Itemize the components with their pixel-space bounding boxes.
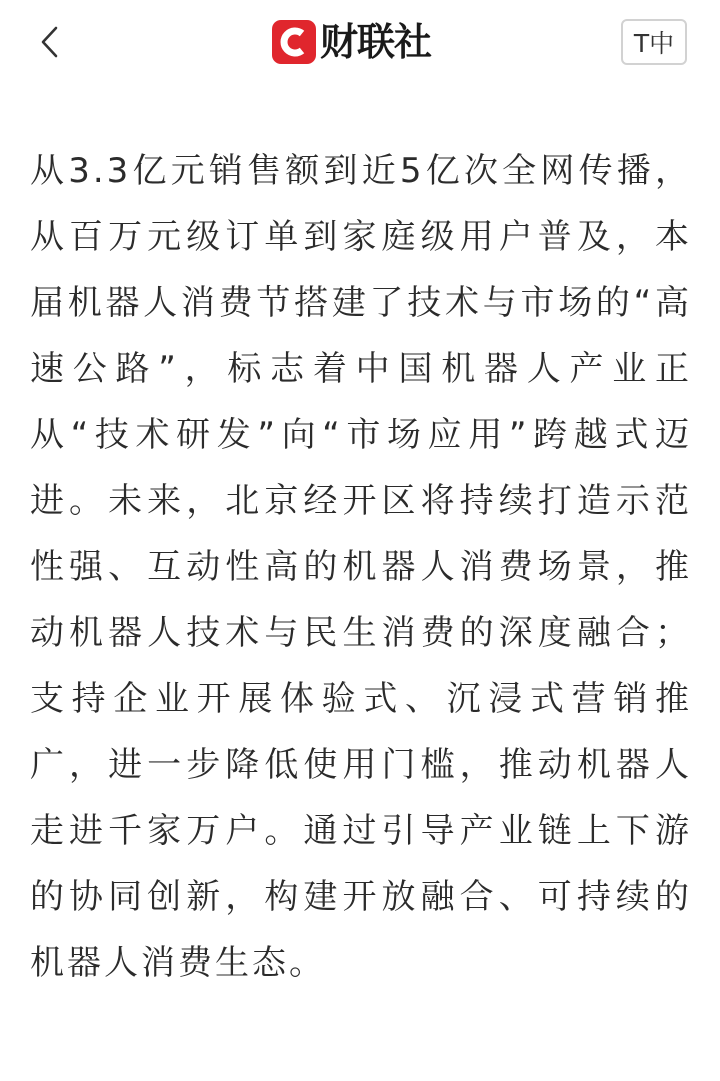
logo-text: 财联社	[320, 20, 432, 64]
back-button[interactable]	[28, 20, 72, 64]
article-body	[30, 138, 692, 996]
font-size-button[interactable]: T中	[621, 19, 687, 65]
app-logo	[272, 20, 431, 64]
logo-mark-icon	[272, 20, 316, 64]
article-paragraph: 从3.3亿元销售额到近5亿次全网传播，从百万元级订单到家庭级用户普及，本届机器人消费节搭建了技术与市场的“高速公路”，标志着中国机器人产业正从“技术研发”向“市场应用”跨越式迈进。未来，北京经开区将持续打造示范性强、互动性高的机器人消费场景，推动机器人技术与民生消费的深度融合；支持企业开展体验式、沉浸式营销推广，进一步降低使用门槛，推动机器人走进千家万户。通过引导产业链上下游的协同创新，构建开放融合、可持续的机器人消费生态。	[30, 151, 692, 983]
top-navigation-bar	[0, 0, 720, 86]
chevron-left-icon	[38, 25, 62, 59]
